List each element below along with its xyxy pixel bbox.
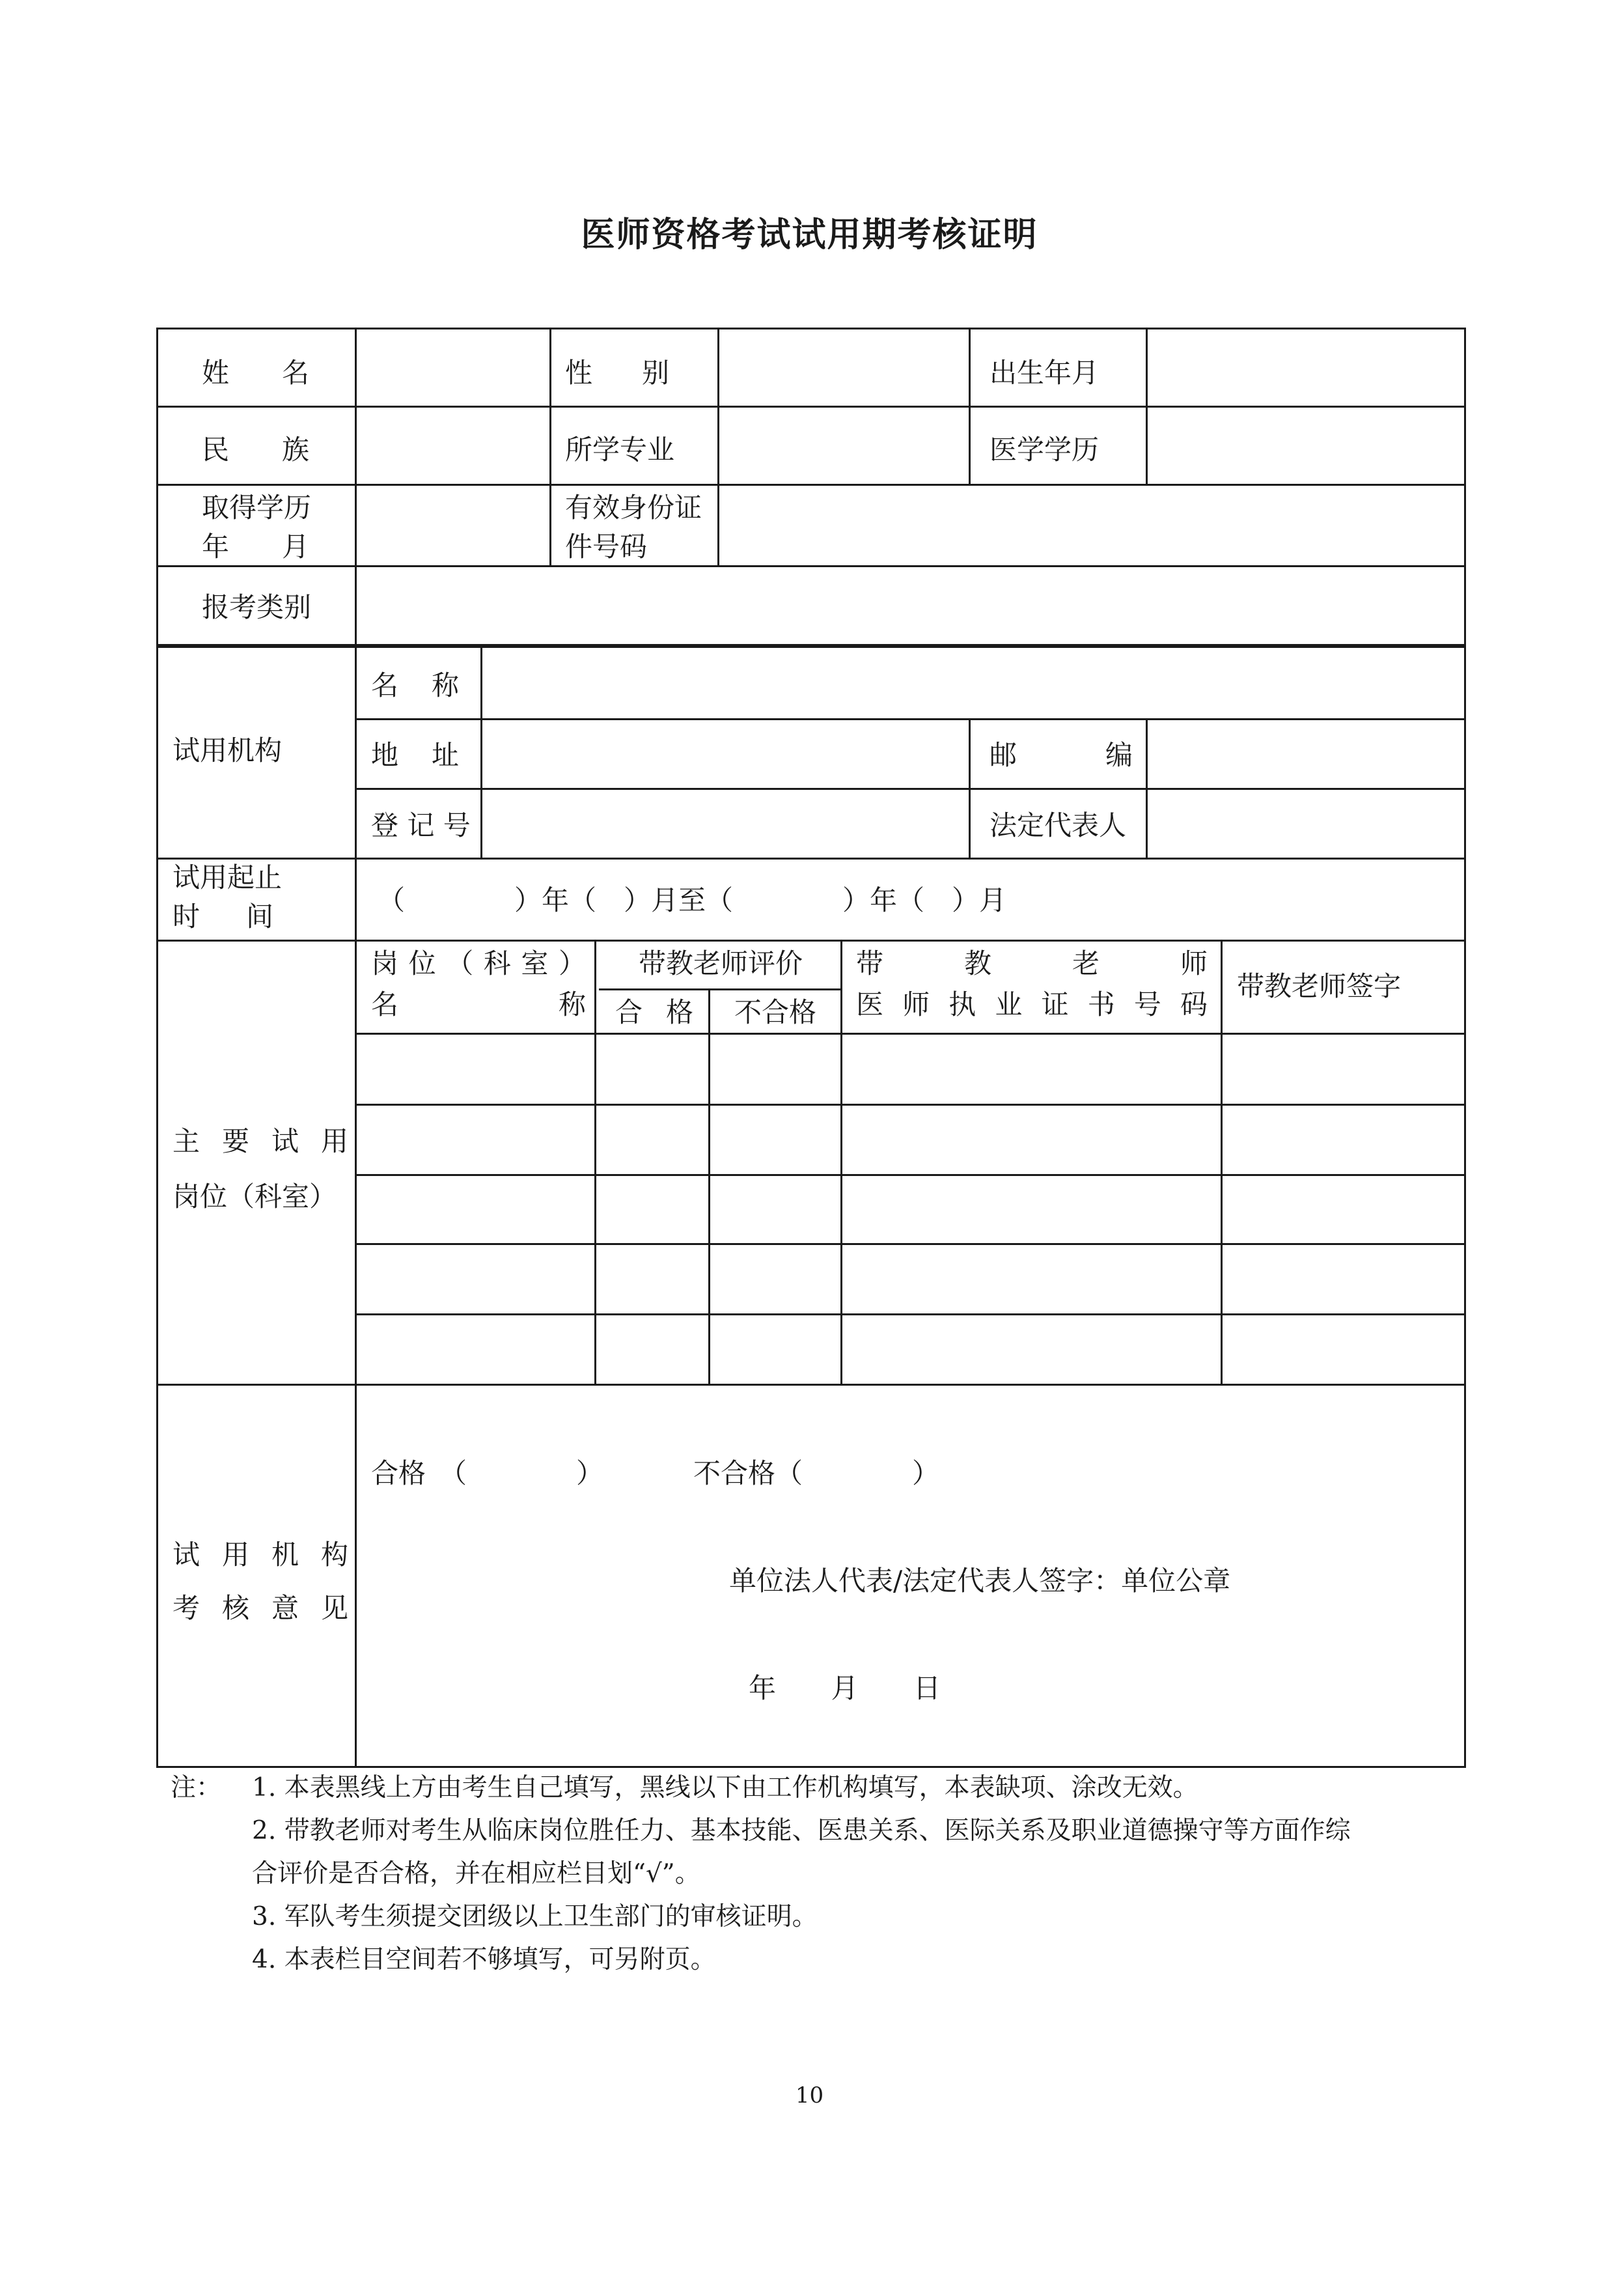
row-line (156, 940, 1466, 942)
gender-field[interactable] (719, 329, 969, 406)
col-header-post-2: 名 称 (371, 988, 586, 1020)
label-trial-period-2: 时 间 (173, 901, 273, 932)
label-id-number: 有效身份证 (565, 492, 702, 524)
note-item: 4. 本表栏目空间若不够填写，可另附页。 (252, 1945, 716, 1974)
name-field[interactable] (357, 329, 549, 406)
exam-category-field[interactable] (357, 567, 1464, 644)
exam-form-table (156, 328, 1466, 1768)
label-main-posts-2: 岗位（科室） (173, 1181, 337, 1212)
label-exam-category: 报考类别 (202, 591, 312, 623)
birth-field[interactable] (1148, 329, 1464, 406)
row-line (156, 1384, 1466, 1386)
label-institution-name: 名 称 (371, 669, 459, 701)
form-title: 医师资格考试试用期考核证明 (581, 215, 1038, 255)
label-institution: 试用机构 (173, 735, 283, 766)
label-major: 所学专业 (565, 434, 675, 466)
col-header-cert: 带 教 老 师 (856, 947, 1208, 979)
note-item: 2. 带教老师对考生从临床岗位胜任力、基本技能、医患关系、医际关系及职业道德操守等方面作综 (252, 1816, 1351, 1845)
label-degree: 医学学历 (989, 434, 1100, 466)
opinion-fail[interactable]: 不合格（ ） (693, 1457, 940, 1489)
col-header-post: 岗 位 （ 科 室 ） (371, 947, 586, 979)
legal-representative-field[interactable] (1148, 790, 1464, 858)
opinion-date: 年 月 日 (749, 1672, 941, 1704)
page-number: 10 (795, 2082, 824, 2108)
note-item: 合评价是否合格，并在相应栏目划“√”。 (252, 1859, 700, 1888)
col-header-evaluation: 带教老师评价 (638, 947, 803, 979)
col-line (969, 718, 971, 858)
table-row[interactable] (357, 1245, 1464, 1313)
label-legal-representative: 法定代表人 (989, 809, 1127, 841)
col-header-signature: 带教老师签字 (1237, 970, 1402, 1002)
id-number-field[interactable] (719, 486, 1464, 565)
label-postcode: 邮 编 (989, 739, 1133, 771)
label-main-posts: 主 要 试 用 (173, 1125, 348, 1157)
note-item: 3. 军队考生须提交团级以上卫生部门的审核证明。 (252, 1902, 818, 1931)
table-row[interactable] (357, 1176, 1464, 1243)
row-line (599, 988, 842, 990)
registration-number-field[interactable] (482, 790, 969, 858)
col-header-fail: 不合格 (734, 996, 816, 1028)
label-gender: 性 别 (565, 357, 669, 389)
table-border-left (156, 328, 158, 1768)
label-opinion-2: 考 核 意 见 (173, 1592, 348, 1624)
postcode-field[interactable] (1148, 720, 1464, 788)
label-opinion: 试 用 机 构 (173, 1539, 348, 1571)
label-id-number-2: 件号码 (565, 531, 648, 563)
col-line (969, 328, 971, 484)
label-degree-date: 取得学历 (202, 492, 312, 524)
table-row[interactable] (357, 1035, 1464, 1104)
notes-label: 注： (171, 1773, 222, 1802)
degree-field[interactable] (1148, 408, 1464, 484)
label-birth: 出生年月 (989, 357, 1100, 389)
col-header-pass: 合 格 (615, 996, 693, 1028)
opinion-signature-seal: 单位法人代表/法定代表人签字：单位公章 (729, 1565, 1231, 1597)
col-line (549, 328, 551, 565)
trial-period-range[interactable]: （ ）年（ ）月至（ ）年（ ）月 (378, 884, 1007, 916)
opinion-pass[interactable]: 合格 （ ） (371, 1457, 604, 1489)
label-name: 姓 名 (202, 357, 309, 389)
label-registration-number: 登 记 号 (371, 809, 471, 841)
row-line (156, 858, 1466, 860)
institution-name-field[interactable] (482, 648, 1464, 718)
label-degree-date-ym: 年 月 (202, 531, 309, 563)
major-field[interactable] (719, 408, 969, 484)
degree-date-field[interactable] (357, 486, 549, 565)
ethnicity-field[interactable] (357, 408, 549, 484)
note-item: 1. 本表黑线上方由考生自己填写，黑线以下由工作机构填写，本表缺项、涂改无效。 (252, 1773, 1198, 1802)
col-header-cert-2: 医 师 执 业 证 书 号 码 (856, 988, 1208, 1020)
label-institution-address: 地 址 (371, 739, 459, 771)
label-ethnicity: 民 族 (202, 434, 309, 466)
table-row[interactable] (357, 1315, 1464, 1384)
table-row[interactable] (357, 1106, 1464, 1174)
table-border-right (1464, 328, 1466, 1768)
institution-address-field[interactable] (482, 720, 969, 788)
label-trial-period: 试用起止 (173, 861, 283, 893)
